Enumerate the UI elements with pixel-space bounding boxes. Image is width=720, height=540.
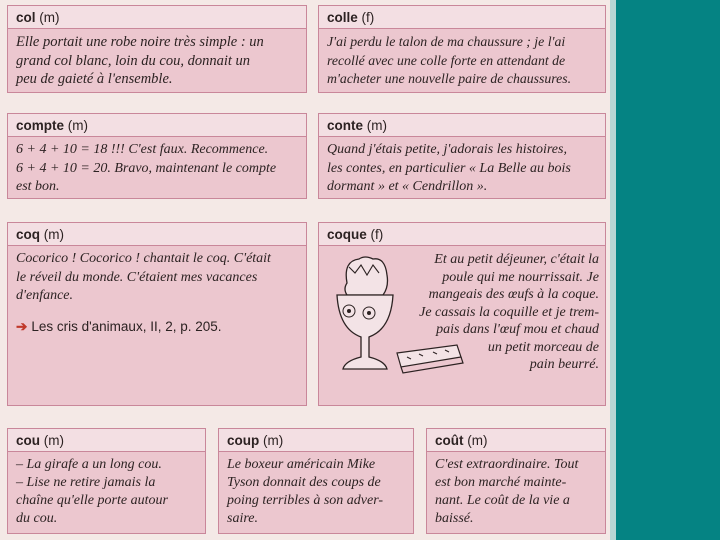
text-line: C'est extraordinaire. Tout	[435, 457, 579, 472]
card-text	[319, 137, 605, 201]
card-cou	[7, 428, 206, 534]
text-line: Elle portait une robe noire très simple : un	[16, 34, 264, 50]
text-line: Tyson donnait des coups de	[227, 475, 381, 490]
card-text	[8, 452, 205, 532]
card-conte	[318, 113, 606, 199]
text-line: le réveil du monde. C'étaient mes vacances	[16, 269, 258, 285]
text-line: est bon marché mainte-	[435, 475, 567, 490]
text-line: Cocorico ! Cocorico ! chantait le coq. C'était	[16, 251, 271, 266]
text-line: pain beurré.	[529, 357, 599, 372]
text-line: baissé.	[435, 511, 474, 526]
card-header	[8, 114, 306, 137]
right-arrow-icon: ➔	[16, 319, 28, 334]
card-compte	[7, 113, 307, 199]
entry-gender: (m)	[366, 118, 388, 133]
text-line: du cou.	[16, 511, 58, 526]
text-line: dormant » et « Cendrillon ».	[327, 179, 488, 194]
card-header	[8, 6, 306, 29]
text-line: Quand j'étais petite, j'adorais les histoires,	[327, 142, 567, 157]
entry-gender: (m)	[263, 433, 284, 448]
entry-word: coq	[16, 227, 41, 242]
text-line: mangeais des œufs à la coque.	[428, 287, 599, 302]
text-line: est bon.	[16, 179, 60, 194]
entry-word: coût	[435, 433, 464, 448]
card-header	[8, 429, 205, 452]
teal-sidebar	[610, 0, 720, 540]
text-line: d'enfance.	[16, 288, 74, 303]
entry-word: compte	[16, 118, 65, 133]
card-text	[8, 137, 306, 201]
card-text	[427, 452, 605, 532]
text-line: un petit morceau de	[487, 339, 599, 355]
text-line: chaîne qu'elle porte autour	[16, 493, 168, 508]
text-line: – Lise ne retire jamais la	[16, 475, 156, 490]
cross-reference[interactable]	[16, 319, 222, 335]
text-line: m'acheter une nouvelle paire de chaussures.	[327, 71, 572, 86]
card-text	[8, 29, 306, 93]
entry-gender: (m)	[67, 118, 89, 133]
text-line: Le boxeur américain Mike	[227, 457, 376, 472]
text-line: grand col blanc, loin du cou, donnait un	[16, 52, 250, 69]
card-cout	[426, 428, 606, 534]
sidebar-edge	[610, 0, 616, 540]
text-line: peu de gaieté à l'ensemble.	[16, 71, 173, 87]
text-line: saire.	[227, 511, 258, 526]
text-line: Je cassais la coquille et je trem-	[419, 304, 599, 320]
entry-word: cou	[16, 433, 41, 448]
card-col	[7, 5, 307, 93]
entry-word: conte	[327, 118, 364, 133]
cross-reference-text: Les cris d'animaux, II, 2, p. 205.	[31, 319, 222, 334]
card-header	[427, 429, 605, 452]
card-coq	[7, 222, 307, 406]
entry-gender: (f)	[370, 227, 384, 242]
text-line: J'ai perdu le talon de ma chaussure ; je l'ai	[327, 34, 566, 49]
card-header	[319, 6, 605, 29]
card-header	[319, 223, 605, 246]
entry-gender: (m)	[43, 433, 65, 448]
entry-gender: (m)	[39, 10, 60, 25]
card-header	[219, 429, 413, 452]
text-line: 6 + 4 + 10 = 18 !!! C'est faux. Recommence.	[16, 142, 269, 157]
card-text	[219, 452, 413, 532]
card-header	[319, 114, 605, 137]
entry-gender: (f)	[361, 10, 375, 25]
entry-gender: (m)	[467, 433, 488, 448]
entry-word: col	[16, 10, 36, 25]
entry-word: coque	[327, 227, 367, 242]
text-line: nant. Le coût de la vie a	[435, 493, 570, 508]
card-header	[8, 223, 306, 246]
entry-gender: (m)	[43, 227, 65, 242]
text-line: Et au petit déjeuner, c'était la	[434, 252, 599, 267]
entry-word: coup	[227, 433, 260, 448]
text-line: – La girafe a un long cou.	[16, 457, 162, 472]
card-coque	[318, 222, 606, 406]
text-line: poing terribles à son adver-	[227, 493, 384, 508]
card-text	[8, 246, 306, 310]
card-text	[385, 251, 599, 374]
card-text	[319, 29, 605, 93]
text-line: recollé avec une colle forte en attendant de	[327, 52, 566, 68]
card-colle	[318, 5, 606, 93]
card-coup	[218, 428, 414, 534]
entry-word: colle	[327, 10, 358, 25]
text-line: pais dans l'œuf mou et chaud	[436, 322, 599, 337]
text-line: 6 + 4 + 10 = 20. Bravo, maintenant le compte	[16, 160, 277, 176]
text-line: les contes, en particulier « La Belle au bois	[327, 160, 571, 176]
text-line: poule qui me nourrissait. Je	[442, 269, 599, 285]
